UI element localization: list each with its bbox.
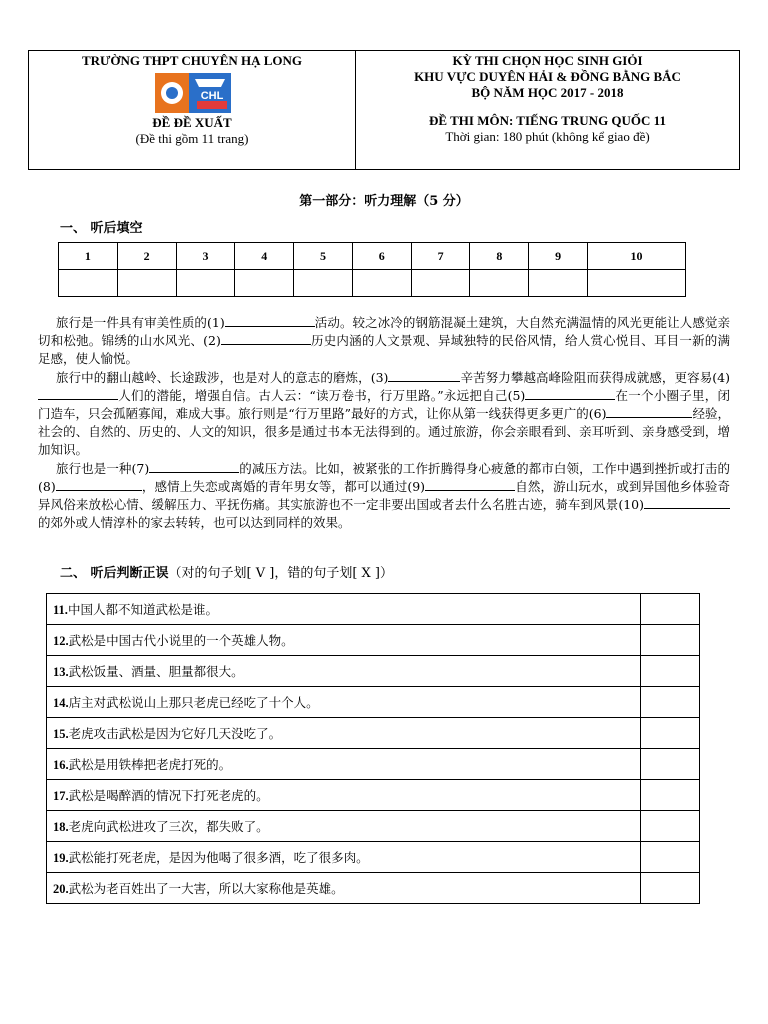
exam-title-line2: KHU VỰC DUYÊN HẢI & ĐỒNG BẰNG BẮC: [414, 69, 681, 84]
answer-cell[interactable]: [352, 270, 411, 297]
exam-title-line1: KỲ THI CHỌN HỌC SINH GIỎI: [452, 53, 643, 68]
school-logo: [151, 71, 235, 115]
svg-text:CHL: CHL: [200, 90, 224, 102]
answer-cell[interactable]: [117, 270, 176, 297]
passage-paragraph-3: 旅行也是一种(7) 的减压方法。比如，被紧张的工作折腾得身心疲惫的都市白领，工作中遇到挫折或打击的(8) ，感情上失恋或离婚的青年男女等，都可以通过(9) 自然，游山玩水，或到异国他乡体验奇异风俗来放松心情、缓解压力、平抚伤痛。其实旅游也不一定非要出国或者去什么名胜古迹，骑车到风景(10)的郊外或人情淳朴的家去转转，也可以达到同样的效果。: [38, 460, 730, 531]
answer-number: 10: [588, 243, 686, 270]
blank-line: [606, 405, 692, 418]
blank-line: [644, 496, 730, 509]
true-false-table: [46, 593, 700, 904]
answer-box[interactable]: [641, 873, 700, 904]
blank-line: [425, 478, 515, 491]
answer-box[interactable]: [641, 842, 700, 873]
passage-paragraph-2: 旅行中的翻山越岭、长途跋涉，也是对人的意志的磨炼，(3) 辛苦努力攀越高峰险阻而获得成就感，更容易(4)人们的潜能，增强自信。古人云：“读万卷书，行万里路。”永远把自己(5) 在一个小圈子里，闭门造车，只会孤陋寡闻，难成大事。旅行则是“行万里路”最好的方式，让你从第一线获得更多更广的(6) 经验，社会的、自然的、历史的、人文的知识，很多是通过书本无法得到的。通过旅游，你会亲眼看到、亲耳听到、亲身感受到，增加知识。: [38, 369, 730, 458]
answer-box[interactable]: [641, 718, 700, 749]
blank-line: [388, 369, 460, 382]
blank-line: [525, 387, 615, 400]
answer-cell[interactable]: [176, 270, 235, 297]
answer-box[interactable]: [641, 656, 700, 687]
answer-number: 1: [59, 243, 118, 270]
blank-line: [56, 478, 142, 491]
answer-box[interactable]: [641, 594, 700, 625]
answer-number: 4: [235, 243, 294, 270]
section2-heading: [60, 562, 393, 581]
exam-title-line3: BỘ NĂM HỌC 2017 - 2018: [471, 85, 624, 100]
answer-box[interactable]: [641, 811, 700, 842]
answer-number: 5: [294, 243, 353, 270]
answer-number: 3: [176, 243, 235, 270]
proposal-label: ĐỀ ĐỀ XUẤT: [152, 115, 232, 130]
school-name: TRƯỜNG THPT CHUYÊN HẠ LONG: [81, 53, 303, 68]
statement-row: 16.武松是用铁棒把老虎打死的。: [47, 749, 700, 780]
statement-row: 18.老虎向武松进攻了三次，都失败了。: [47, 811, 700, 842]
answer-number: 8: [470, 243, 529, 270]
answer-grid-blank-row: [59, 270, 686, 297]
blank-line: [149, 460, 239, 473]
answer-cell[interactable]: [529, 270, 588, 297]
answer-number: 7: [411, 243, 470, 270]
blank-line: [225, 314, 315, 327]
exam-header: [28, 50, 740, 170]
statement-row: 17.武松是喝醉酒的情况下打死老虎的。: [47, 780, 700, 811]
statement-row: 19.武松能打死老虎，是因为他喝了很多酒，吃了很多肉。: [47, 842, 700, 873]
school-block: [29, 51, 356, 169]
answer-cell[interactable]: [470, 270, 529, 297]
section2-instruction: （对的句子划[ V ]，错的句子划[ X ]）: [168, 566, 393, 581]
statement-row: 13.武松饭量、酒量、胆量都很大。: [47, 656, 700, 687]
exam-subject: ĐỀ THI MÔN: TIẾNG TRUNG QUỐC 11: [429, 113, 666, 128]
statement-row: 11.中国人都不知道武松是谁。: [47, 594, 700, 625]
passage-paragraph-1: 旅行是一件具有审美性质的(1) 活动。较之冰冷的钢筋混凝土建筑，大自然充满温情的风光更能让人感觉亲切和松弛。锦绣的山水风光、(2) 历史内涵的人文景观、异域独特的民俗风情，给人赏心悦目、耳目一新的满足感，使人愉悦。: [38, 315, 730, 367]
answer-grid: [58, 242, 686, 297]
answer-box[interactable]: [641, 687, 700, 718]
answer-cell[interactable]: [235, 270, 294, 297]
statement-row: 12.武松是中国古代小说里的一个英雄人物。: [47, 625, 700, 656]
answer-box[interactable]: [641, 780, 700, 811]
answer-number: 2: [117, 243, 176, 270]
answer-number: 6: [352, 243, 411, 270]
answer-box[interactable]: [641, 625, 700, 656]
cloze-passage: [38, 314, 730, 532]
answer-cell[interactable]: [588, 270, 686, 297]
statement-row: 20.武松为老百姓出了一大害，所以大家称他是英雄。: [47, 873, 700, 904]
section2-title: 二、 听后判断正误: [60, 566, 169, 581]
part-title: 第一部分：听力理解（5 分）: [299, 194, 469, 209]
section1-title: 一、 听后填空: [60, 221, 143, 236]
answer-cell[interactable]: [411, 270, 470, 297]
blank-line: [38, 387, 118, 400]
answer-number: 9: [529, 243, 588, 270]
blank-line: [221, 332, 311, 345]
statement-row: 15.老虎攻击武松是因为它好几天没吃了。: [47, 718, 700, 749]
statement-row: 14.店主对武松说山上那只老虎已经吃了十个人。: [47, 687, 700, 718]
exam-time: Thời gian: 180 phút (không kể giao đề): [445, 129, 650, 144]
answer-grid-header-row: [59, 243, 686, 270]
exam-info-block: [356, 51, 739, 169]
answer-cell[interactable]: [294, 270, 353, 297]
answer-cell[interactable]: [59, 270, 118, 297]
answer-box[interactable]: [641, 749, 700, 780]
pages-note: (Đề thi gồm 11 trang): [135, 131, 249, 146]
